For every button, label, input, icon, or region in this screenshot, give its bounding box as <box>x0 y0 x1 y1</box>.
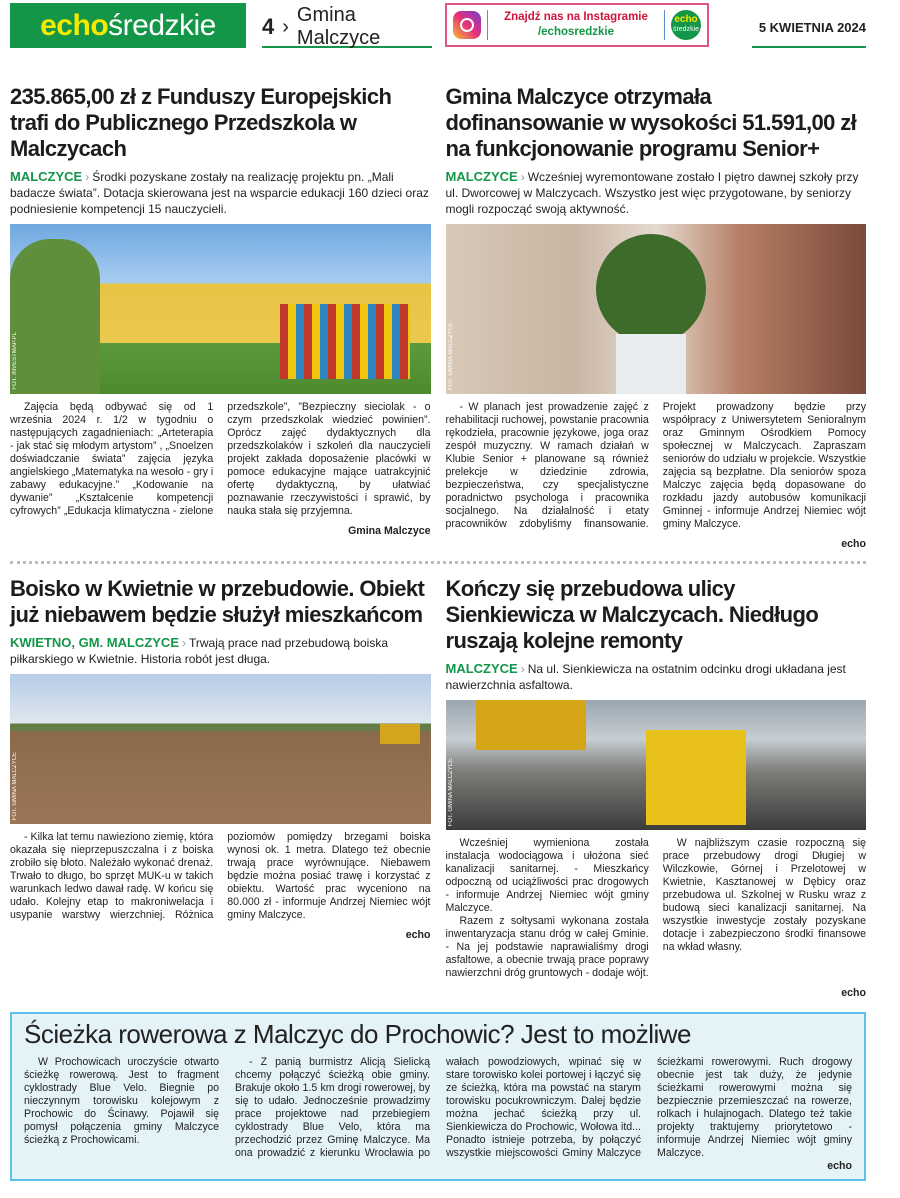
logo-echo: echo <box>40 8 109 42</box>
paragraph: W najbliższym czasie rozpoczną się prace przebudowy drogi Długiej w Wilczkowie, Górnej i Przelotowej w Kwietnie, Kasztanowej w Dębicy oraz przebudowa ul. Szkolnej w Rusku wraz z budową sieci kanalizacji sanitarnej. Na wszystkie inwestycje zostały pozyskane dotacje i zabezpieczono środki finansowe na wkład własny. <box>662 837 866 953</box>
location: MALCZYCE <box>445 169 518 184</box>
echo-badge <box>671 10 701 40</box>
article-title <box>10 576 431 628</box>
article-body <box>10 831 431 922</box>
box-body <box>24 1056 852 1160</box>
article-title <box>446 576 867 654</box>
page-header <box>262 4 432 49</box>
paragraph: W Prochowicach uroczyście otwarto ścieżkę rowerową. Jest to fragment cyklostrady Blue Velo. Biegnie po nieczynnym torowisku kolejowym z Prochowic do Ścinawy. Pojawił się pomysł połączenia gminy Malczyce ścieżką z Prochowicami. <box>24 1056 219 1146</box>
paver <box>476 700 586 750</box>
title-line: 235.865,00 zł z Funduszy Europejskich trafi <box>10 84 392 135</box>
top-row <box>0 84 900 551</box>
paragraph: - Z panią burmistrz Alicją Sielicką chcemy połączyć ścieżką obie gminy. Brakuje około 1.5 km drogi rowerowej, by się to udało. Jednocześnie prowadzimy prace projektowe nad przebiegiem cyklostrady Blue Velo, która ma przechodzić przez Gminę Malczyce. Ma ona prowadzić z kierunku Wrocławia po wałach powodziowych, wpinać się w stare torowisko kolei portowej i łączyć się ze ścieżką, która ma powstać na starym torowisku pocukrowniczym. Dalej będzie można jechać ścieżką przy ul. Sienkiewicza do Prochowic, Wołowa itd... Ponadto istnieje potrzeba, by połączyć wszystkie miejscowości Gminy Malczyce ścieżkami rowerowymi. Ruch drogowy obecnie jest tak duży, że jedynie ścieżkami rowerowymi można się bezpiecznie przemieszczać na rowerze, rolkach i hulajnogach. Dlatego też takie projekty traktujemy priorytetowo - informuje Andrzej Niemiec wójt gminy Malczyce. <box>235 1056 852 1159</box>
article-lead <box>10 635 431 667</box>
chevron-right-icon: › <box>520 662 525 676</box>
photo-kindergarten <box>10 224 431 394</box>
instagram-banner[interactable] <box>445 3 709 47</box>
photo-credit: FOT. GMINA MALCZYCE <box>12 751 18 820</box>
lead-text: Na ul. Sienkiewicza na ostatnim odcinku drogi układana jest nawierzchnia asfaltowa. <box>445 662 846 692</box>
photo-credit: FOT. GMINA MALCZYCE <box>447 757 454 826</box>
title-line: do Publicznego Przedszkola w Malczycach <box>10 110 357 161</box>
instagram-line1: Znajdź nas na Instagramie <box>504 11 648 23</box>
chevron-right-icon: › <box>85 170 90 184</box>
article-lead <box>446 169 867 217</box>
photo-seniors <box>446 224 867 394</box>
article-lead <box>446 661 867 693</box>
article-title <box>10 84 431 162</box>
page-header-bar <box>0 0 900 56</box>
location: KWIETNO, GM. MALCZYCE <box>10 635 179 650</box>
instagram-icon <box>453 11 481 39</box>
chevron-right-icon: › <box>182 636 186 650</box>
article-3 <box>10 576 431 1000</box>
paragraph: Razem z sołtysami wykonana została inwentaryzacja stanu dróg w całej Gminie. - Na jej podstawie naprawialiśmy drogi asfaltowe, a obecnie trwają prace poprawy nawierzchni dróg gruntowych - dodaje wójt. <box>445 915 649 979</box>
lead-text: Środki pozyskane zostały na realizację projektu pn. „Mali badacze świata”. Dotacja skierowana jest na wsparcie edukacji 160 dzieci oraz podniesienie kompetencji 15 nauczycieli. <box>10 170 429 216</box>
paragraph: Zajęcia będą odbywać się od 1 września 2024 r. 1/2 w tygodniu o następujących zagadnieniach: „Arteterapia - jak stać się młodym artystom” , „Snoelzen doświadczanie świata” zajęcia języka angielskiego „Matematyka na wesoło - gry i zabawy edukacyjne.” „Kodowanie na dywanie” „Kształcenie kompetencji cyfrowych” „Edukacja klimatyczna - zielone przedszkole”, ”Bezpieczny sieciolak - o czym przedszkolak wiedzieć powinien”. Oprócz zajęć dydaktycznych dla przedszkolaków i szkoleń dla nauczycieli projekt zakłada doposażenie placówki w pomoce edukacyjne mające uatrakcyjnić ofertę dydaktyczną, by ułatwiać poznawanie rzeczywistości i sprawić, by nauka stała się przyjemna. <box>10 401 431 517</box>
section-name: Gmina Malczyce <box>296 4 381 49</box>
paragraph: - Kilka lat temu nawieziono ziemię, która okazała się nieprzepuszczalna i z boiska zrobiło się błoto. Należało wykonać drenaż. Trwało to długo, bo sprzęt MUK-u w takich warunkach ledwo dawał radę. W końcu się udało. Kolejny etap to makroniwelacja i usypanie warstwy wierzchniej. Różnica poziomów pomiędzy brzegami boiska wynosi ok. 1 metra. Dlatego też obecnie trwają prace wyrównujące. Niebawem będzie można posiać trawę i korzystać z obiektu. Wartość prac wyceniono na 80.000 zł - informuje Andrzej Niemiec wójt gminy Malczyce. <box>10 831 431 921</box>
title-line: Boisko w Kwietnie w przebudowie. Obiekt <box>10 576 425 601</box>
article-lead <box>10 169 431 217</box>
location: MALCZYCE <box>445 661 518 676</box>
paragraph: - W planach jest prowadzenie zajęć z rehabilitacji ruchowej, powstanie pracownia rękodzieła, pracownie językowe, joga oraz zespół muzyczny. W ramach działań w Klubie Senior + planowane są również prelekcje w dziedzinie zdrowia, bezpieczeństwa, czy specjalistyczne poradnictwo psychologa i pracownika socjalnego. Na działalność i etaty pracowników zdobyliśmy finansowanie. Projekt prowadzony będzie przy współpracy z Uniwersytetem Senioralnym oraz Gminnym Ośrodkiem Pomocy społecznej w Malczycach. Zapraszam seniorów do udziału w projekcie. Wszystkie zajęcia są bezpłatne. Dla seniorów spoza Malczyc zajęcia będą dopasowane do rozkładu jazdy autobusów komunikacji Gminnej - informuje Andrzej Niemiec wójt gminy Malczyce. <box>445 401 866 530</box>
signature: echo <box>841 987 866 999</box>
bottom-row <box>0 576 900 1000</box>
article-title <box>446 84 867 162</box>
title-line: remonty <box>599 628 683 653</box>
page-number: 4 <box>262 14 275 39</box>
road-roller <box>646 730 746 825</box>
article-body <box>10 401 431 518</box>
newspaper-logo <box>10 3 246 48</box>
instagram-handle: /echosredzkie <box>537 26 615 38</box>
title-line: Kończy się przebudowa ulicy Sienkiewicza <box>445 576 735 627</box>
flowerpot <box>616 334 686 394</box>
plant <box>596 234 706 344</box>
photo-credit: FOT. GMINA MALCZYCE <box>447 321 454 390</box>
badge-a: echo <box>674 14 698 25</box>
lead-text: Wcześniej wyremontowane zostało I piętro dawnej szkoły przy ul. Dworcowej w Malczycach. Wszystko jest więc przygotowane, by seniorzy mogli rozpocząć swoją aktywność. <box>445 170 859 216</box>
photo-road <box>446 700 867 830</box>
article-4 <box>446 576 867 1000</box>
title-line: Gmina Malczyce otrzymała dofinansowanie <box>445 84 712 135</box>
badge-b: średzkie <box>672 26 700 33</box>
article-2 <box>446 84 867 551</box>
tree <box>10 239 100 394</box>
bike-path-box <box>10 1012 866 1181</box>
lead-text: Trwają prace nad przebudową boiska piłkarskiego w Kwietnie. Historia robót jest długa. <box>10 636 389 666</box>
title-line: już niebawem będzie służył mieszkańcom <box>10 602 423 627</box>
signature: echo <box>405 929 431 941</box>
excavator <box>380 724 420 744</box>
signature: echo <box>827 1160 852 1172</box>
title-line: na funkcjonowanie programu Senior+ <box>445 136 820 161</box>
title-line: w wysokości 51.591,00 zł <box>608 110 857 135</box>
box-title: Ścieżka rowerowa z Malczyc do Prochowic? Jest to możliwe <box>24 1019 692 1049</box>
signature: Gmina Malczyce <box>348 525 431 537</box>
title-line: w Malczycach. Niedługo ruszają kolejne <box>445 602 819 653</box>
location: MALCZYCE <box>10 169 83 184</box>
photo-pitch <box>10 674 431 824</box>
photo-credit: FOT. INVESTMAP.PL <box>12 332 18 390</box>
playground <box>280 304 410 379</box>
signature: echo <box>841 538 866 550</box>
chevron-right-icon: › <box>520 170 525 184</box>
issue-date: 5 KWIETNIA 2024 <box>752 8 866 48</box>
article-body <box>446 837 867 980</box>
article-1 <box>10 84 431 551</box>
chevron-right-icon: › <box>282 15 289 38</box>
article-body <box>446 401 867 531</box>
divider <box>10 561 866 564</box>
logo-sredzkie: średzkie <box>108 8 216 42</box>
paragraph: Wcześniej wymieniona została instalacja wodociągowa i ułożona sieć kanalizacji sanitarnej. - Mieszkańcy odpoczną od uciążliwości prac drogowych - informuje Andrzej Niemiec wójt gminy Malczyce. <box>445 837 649 914</box>
